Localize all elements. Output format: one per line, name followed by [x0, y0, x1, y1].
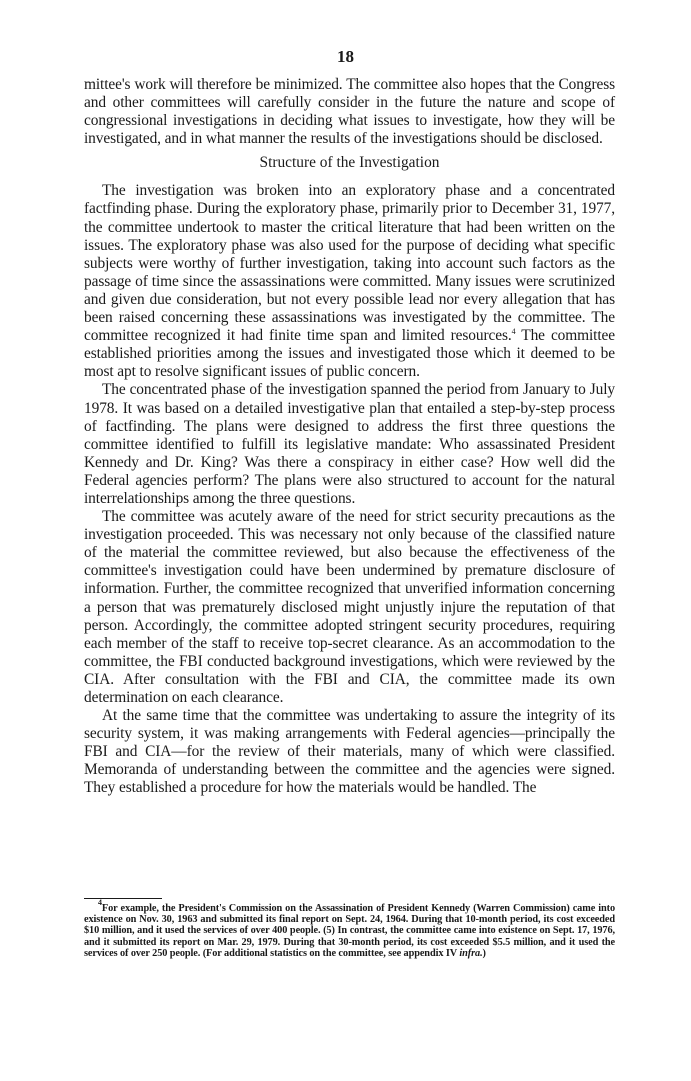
footnote-divider — [84, 898, 162, 899]
paragraph-concentrated-phase: The concentrated phase of the investigation spanned the period from January to July 1978. It was based on a detailed investigative plan that entailed a step-by-step process of factfinding. The plans were designed to address the first three questions the committee identified to fulfill its legislative mandate: Who assassinated President Kennedy and Dr. King? Was there a conspiracy in either case? How well did the Federal agencies perform? The plans were also structured to account for the natural interrelationships among the three questions. — [84, 381, 615, 507]
paragraph-investigation-phases — [84, 182, 615, 381]
footnote-text: For example, the President's Commission on the Assassination of President Kennedy (Warren Commission) came into existence on Nov. 30, 1963 and submitted its final report on Sept. 24, 1964. During that 10-month period, its cost exceeded $10 million, and it used the services of over 400 people. (5) In contrast, the committee came into existence on Sept. 17, 1976, and it submitted its report on Mar. 29, 1979. During that 30-month period, its cost exceeded $5.5 million, and it used the services of over 250 people. (For additional statistics on the committee, see appendix IV — [84, 903, 615, 959]
footnote-italic-text: infra. — [459, 947, 483, 959]
footnote — [84, 898, 615, 959]
paragraph-text: The investigation was broken into an exploratory phase and a concentrated factfinding phase. During the exploratory phase, primarily prior to December 31, 1977, the committee undertook to master the critical literature that had been written on the issues. The exploratory phase was also used for the purpose of deciding what specific subjects were worthy of further investigation, taking into account such factors as the passage of time since the assassinations were committed. Many issues were scrutinized and given due consideration, but not every possible lead nor every allegation that has been raised concerning these assassinations was investigated by the committee. The committee recognized it had finite time span and limited resources. — [84, 182, 615, 345]
footnote-marker: 4 — [98, 898, 102, 907]
continued-paragraph: mittee's work will therefore be minimized. The committee also hopes that the Congress and other committees will carefully consider in the future the nature and scope of congressional investigations in deciding what issues to investigate, how they will be investigated, and in what manner the results of the investigations should be disclosed. — [84, 76, 615, 148]
footnote-reference: 4 — [511, 327, 516, 337]
paragraph-security-precautions: The committee was acutely aware of the need for strict security precautions as the investigation proceeded. This was necessary not only because of the classified nature of the material the committee reviewed, but also because the effectiveness of the committee's investigation could have been undermined by premature disclosure of information. Further, the committee recognized that unverified information concerning a person that was prematurely disclosed might unjustly injure the reputation of that person. Accordingly, the committee adopted stringent security procedures, requiring each member of the staff to receive top-secret clearance. As an accommodation to the committee, the FBI conducted background investigations, which were reviewed by the CIA. After consultation with the FBI and CIA, the committee made its own determination on each clearance. — [84, 508, 615, 706]
section-heading: Structure of the Investigation — [259, 154, 440, 172]
paragraph-agency-arrangements: At the same time that the committee was undertaking to assure the integrity of its security system, it was making arrangements with Federal agencies—principally the FBI and CIA—for the review of their materials, many of which were classified. Memoranda of understanding between the committee and the agencies were signed. They established a procedure for how the materials would be handled. The — [84, 707, 615, 797]
page-number: 18 — [337, 47, 354, 66]
paragraph-text: The committee established priorities among the issues and investigated those which it deemed to be most apt to resolve significant issues of public concern. — [84, 327, 615, 381]
footnote-closing: ) — [482, 947, 486, 959]
body-text — [84, 76, 615, 798]
